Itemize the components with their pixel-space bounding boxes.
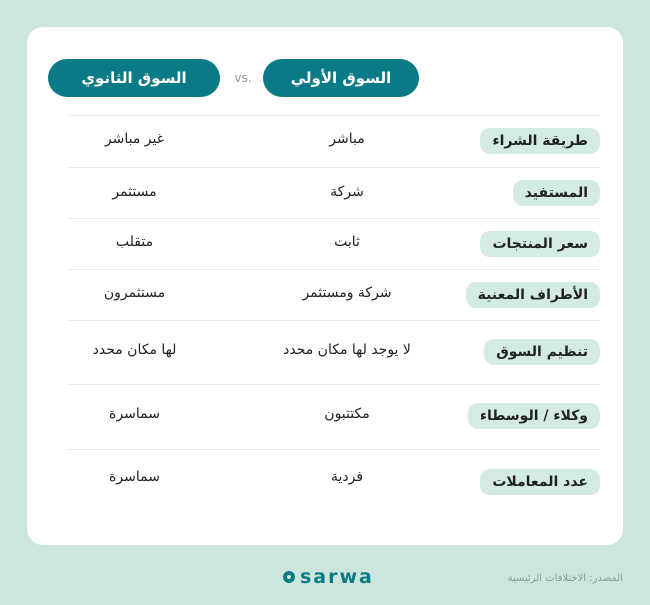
secondary-value: سماسرة	[109, 406, 160, 422]
secondary-value: مستثمرون	[103, 285, 166, 301]
source-note: المصدر: الاختلافات الرئيسية	[507, 573, 623, 584]
table-row	[67, 320, 600, 384]
table-row	[67, 269, 600, 320]
secondary-value: لها مكان محدد	[92, 342, 177, 358]
primary-value: شركة ومستثمر	[302, 285, 392, 301]
table-row	[67, 167, 600, 218]
secondary-value: متقلب	[115, 234, 154, 250]
secondary-value: غير مباشر	[104, 131, 165, 147]
sarwa-logo	[283, 566, 374, 588]
secondary-market-header: السوق الثانوي	[48, 59, 220, 97]
comparison-card	[27, 27, 623, 545]
primary-value: ثابت	[334, 234, 360, 250]
primary-value: مباشر	[329, 131, 365, 147]
primary-value: شركة	[330, 184, 364, 200]
primary-market-header: السوق الأولي	[263, 59, 419, 97]
sarwa-logo-icon	[283, 571, 295, 583]
logo-text: sarwa	[300, 566, 374, 588]
vs-label: vs.	[234, 71, 252, 85]
row-label: سعر المنتجات	[480, 231, 600, 257]
secondary-value: سماسرة	[109, 469, 160, 485]
row-label: المستفيد	[513, 180, 600, 206]
table-row	[67, 449, 600, 509]
row-label: الأطراف المعنية	[466, 282, 600, 308]
primary-value: مكتتبون	[324, 406, 370, 422]
row-label: تنظيم السوق	[484, 339, 600, 365]
row-label: وكلاء / الوسطاء	[468, 403, 600, 429]
row-label: عدد المعاملات	[480, 469, 600, 495]
primary-value: لا يوجد لها مكان محدد	[283, 342, 411, 358]
primary-value: فردية	[330, 469, 364, 485]
table-row	[67, 218, 600, 269]
secondary-value: مستثمر	[112, 184, 157, 200]
table-row	[67, 115, 600, 167]
table-row	[67, 384, 600, 449]
row-label: طريقة الشراء	[480, 128, 600, 154]
